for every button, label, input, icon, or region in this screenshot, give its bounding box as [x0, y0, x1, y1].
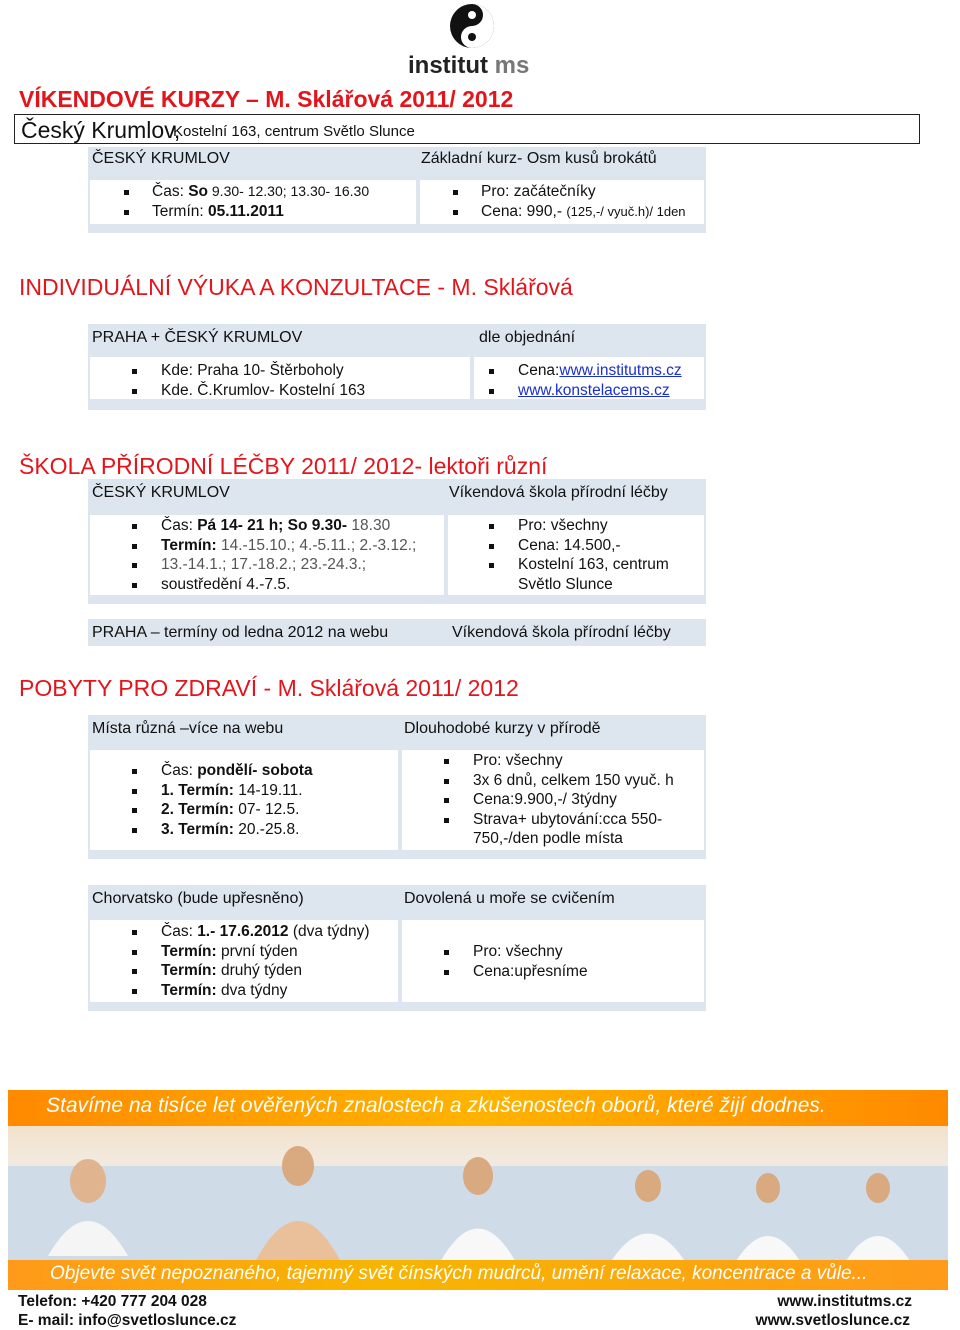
list-item: Kostelní 163, centrum [489, 555, 669, 575]
panel-5-right-header: Dovolená u moře se cvičením [404, 890, 615, 907]
section-heading-health-stays: POBYTY PRO ZDRAVÍ - M. Sklářová 2011/ 2012 [19, 675, 519, 701]
list-item: Čas: 1.- 17.6.2012 (dva týdny) [132, 922, 370, 942]
list-item: Cena: 14.500,- [489, 536, 669, 556]
list-item: Strava+ ubytování:cca 550- [444, 810, 674, 830]
logo-wordmark: institut ms [408, 52, 530, 79]
section-heading-weekend-courses: VÍKENDOVÉ KURZY – M. Sklářová 2011/ 2012 [19, 86, 514, 112]
list-item: Cena:www.institutms.cz [489, 361, 682, 381]
panel-4-right-list [444, 751, 674, 849]
list-item: 750,-/den podle místa [473, 830, 623, 847]
institutms-link[interactable]: www.institutms.cz [559, 362, 682, 379]
footer-web-institutms[interactable]: www.institutms.cz [777, 1293, 912, 1310]
list-item: Cena:9.900,-/ 3týdny [444, 790, 674, 810]
yin-yang-icon [446, 0, 498, 52]
list-item: Pro: všechny [444, 942, 588, 962]
list-item: Pro: všechny [489, 516, 669, 536]
list-item: Pro: začátečníky [453, 182, 686, 202]
list-item: Pro: všechny [444, 751, 674, 771]
panel-1-right-header: Základní kurz- Osm kusů brokátů [421, 150, 657, 167]
banner-top-text: Stavíme na tisíce let ověřených znalostech a zkušenostech oborů, které žijí dodnes. [46, 1094, 826, 1117]
list-item: Cena: 990,- (125,-/ vyuč.h)/ 1den [453, 202, 686, 222]
list-item: 13.-14.1.; 17.-18.2.; 23.-24.3.; [132, 555, 416, 575]
panel-4-left-header: Místa různá –více na webu [92, 720, 284, 737]
panel-3-right-list [489, 516, 669, 594]
panel-2-left-header: PRAHA + ČESKÝ KRUMLOV [92, 329, 303, 346]
list-item: Termín: druhý týden [132, 961, 370, 981]
panel-1-right-list [453, 182, 686, 221]
panel-2-left-list [132, 361, 365, 400]
praha-header: PRAHA – termíny od ledna 2012 na webu [92, 624, 389, 641]
panel-3-left-list [132, 516, 416, 594]
list-item: 2. Termín: 07- 12.5. [132, 800, 313, 820]
footer-web-svetloslunce[interactable]: www.svetloslunce.cz [755, 1312, 910, 1329]
list-item: soustředění 4.-7.5. [132, 575, 416, 595]
banner-bottom-text: Objevte svět nepoznaného, tajemný svět čínských mudrců, umění relaxace, koncentrace a vůle... [50, 1263, 868, 1284]
title-city: Český Krumlov, [21, 117, 181, 143]
list-item: Termín: první týden [132, 942, 370, 962]
panel-3-right-header: Víkendová škola přírodní léčby [449, 484, 668, 501]
praha-right-header: Víkendová škola přírodní léčby [452, 624, 671, 641]
panel-1-left-list [124, 182, 369, 221]
panel-3-left-header: ČESKÝ KRUMLOV [92, 484, 230, 501]
list-item: 3x 6 dnů, celkem 150 vyuč. h [444, 771, 674, 791]
list-item: Čas: So 9.30- 12.30; 13.30- 16.30 [124, 182, 369, 202]
list-item: Čas: pondělí- sobota [132, 761, 313, 781]
list-item: Kde: Praha 10- Štěrboholy [132, 361, 365, 381]
list-item: Termín: 14.-15.10.; 4.-5.11.; 2.-3.12.; [132, 536, 416, 556]
praha-row [88, 619, 706, 646]
panel-5-left-header: Chorvatsko (bude upřesněno) [92, 890, 304, 907]
panel-5-left-list [132, 922, 370, 1000]
panel-2-right-header: dle objednání [479, 329, 576, 346]
konstelacems-link[interactable]: www.konstelacems.cz [518, 381, 670, 399]
list-item: Světlo Slunce [518, 575, 613, 593]
panel-1-left-header: ČESKÝ KRUMLOV [92, 150, 230, 167]
list-item: 1. Termín: 14-19.11. [132, 781, 313, 801]
panel-4-left-list [132, 761, 313, 839]
list-item: Termín: 05.11.2011 [124, 202, 369, 222]
footer-phone: Telefon: +420 777 204 028 [18, 1293, 207, 1310]
section-heading-nature-healing: ŠKOLA PŘÍRODNÍ LÉČBY 2011/ 2012- lektoři různí [19, 453, 548, 479]
list-item: Čas: Pá 14- 21 h; So 9.30- 18.30 [132, 516, 416, 536]
list-item: Kde. Č.Krumlov- Kostelní 163 [132, 381, 365, 401]
list-item: Cena:upřesníme [444, 962, 588, 982]
list-item: 3. Termín: 20.-25.8. [132, 820, 313, 840]
panel-5-right-list [444, 942, 588, 981]
logo [408, 0, 538, 80]
title-box [14, 114, 920, 144]
panel-2-right-list [489, 361, 682, 400]
title-address: Kostelní 163, centrum Světlo Slunce [173, 123, 415, 140]
panel-4-right-header: Dlouhodobé kurzy v přírodě [404, 720, 601, 737]
list-item: Termín: dva týdny [132, 981, 370, 1001]
promo-photo-banner [8, 1090, 948, 1290]
people-silhouettes-icon [8, 1126, 948, 1266]
section-heading-individual: INDIVIDUÁLNÍ VÝUKA A KONZULTACE - M. Sklářová [19, 274, 573, 300]
footer-email[interactable]: E- mail: info@svetloslunce.cz [18, 1312, 237, 1329]
list-item [489, 381, 682, 401]
